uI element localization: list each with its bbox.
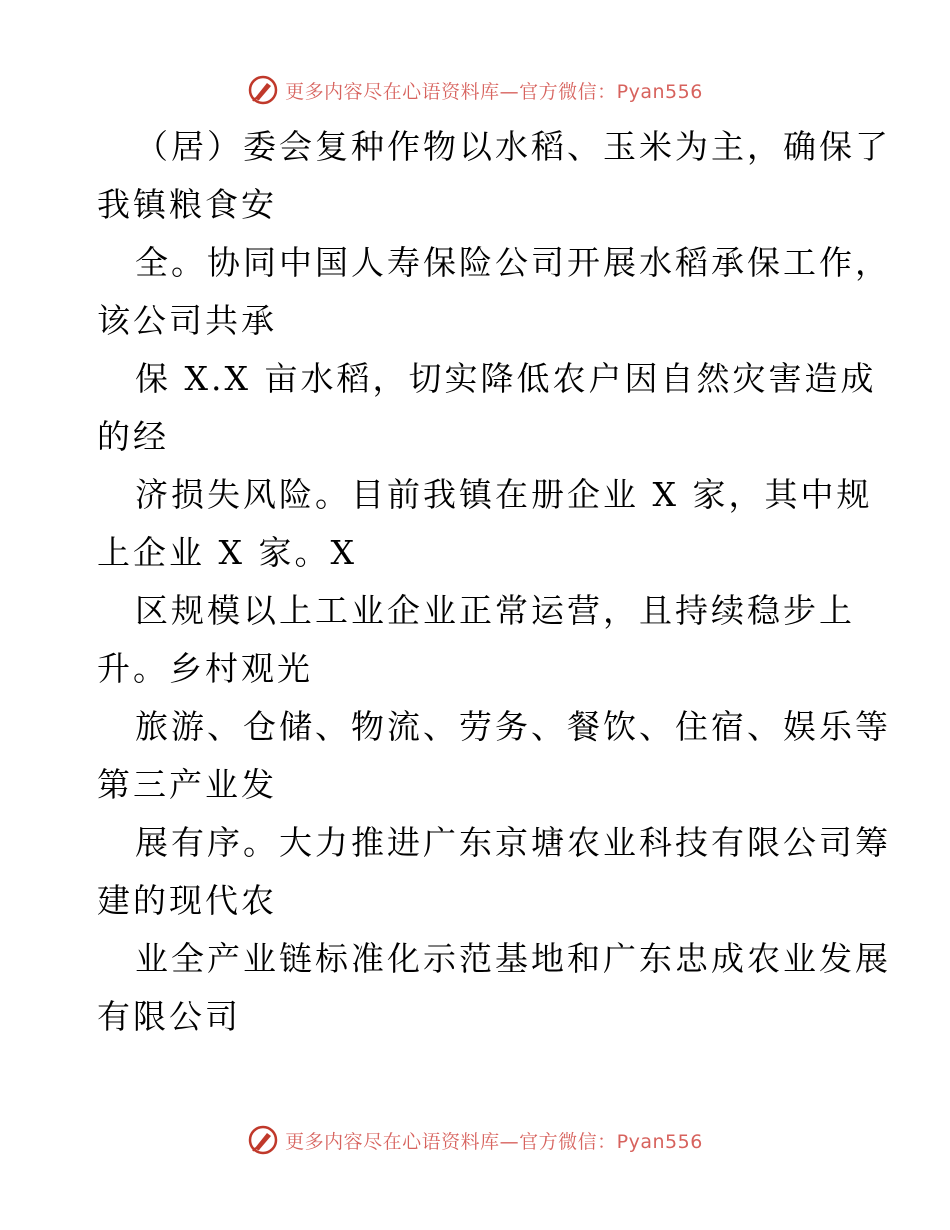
header-banner-text: 更多内容尽在心语资料库—官方微信：Pyan556	[285, 80, 703, 103]
text-line: 有限公司	[97, 997, 241, 1036]
text-line: 区规模以上工业企业正常运营，且持续稳步上	[135, 591, 855, 630]
ink-pen-logo-icon	[247, 74, 279, 106]
text-line: 第三产业发	[97, 765, 277, 804]
text-line: 保 X.X 亩水稻，切实降低农户因自然灾害造成	[135, 359, 877, 398]
text-line: 上企业 X 家。X	[97, 533, 357, 572]
text-line: 全。协同中国人寿保险公司开展水稻承保工作，	[135, 243, 891, 282]
ink-pen-logo-icon	[247, 1124, 279, 1156]
text-line: 业全产业链标准化示范基地和广东忠成农业发展	[135, 939, 891, 978]
header-banner	[0, 70, 950, 110]
text-line: 的经	[97, 417, 169, 456]
text-line: 旅游、仓储、物流、劳务、餐饮、住宿、娱乐等	[135, 707, 891, 746]
text-line: 建的现代农	[97, 881, 277, 920]
text-line: 我镇粮食安	[97, 185, 277, 224]
footer-banner	[0, 1120, 950, 1160]
text-line: （居）委会复种作物以水稻、玉米为主，确保了	[135, 127, 891, 166]
document-body	[97, 118, 891, 1046]
text-line: 该公司共承	[97, 301, 277, 340]
text-line: 济损失风险。目前我镇在册企业 X 家，其中规	[135, 475, 873, 514]
text-line: 展有序。大力推进广东京塘农业科技有限公司筹	[135, 823, 891, 862]
text-line: 升。乡村观光	[97, 649, 313, 688]
footer-banner-text: 更多内容尽在心语资料库—官方微信：Pyan556	[285, 1130, 703, 1153]
